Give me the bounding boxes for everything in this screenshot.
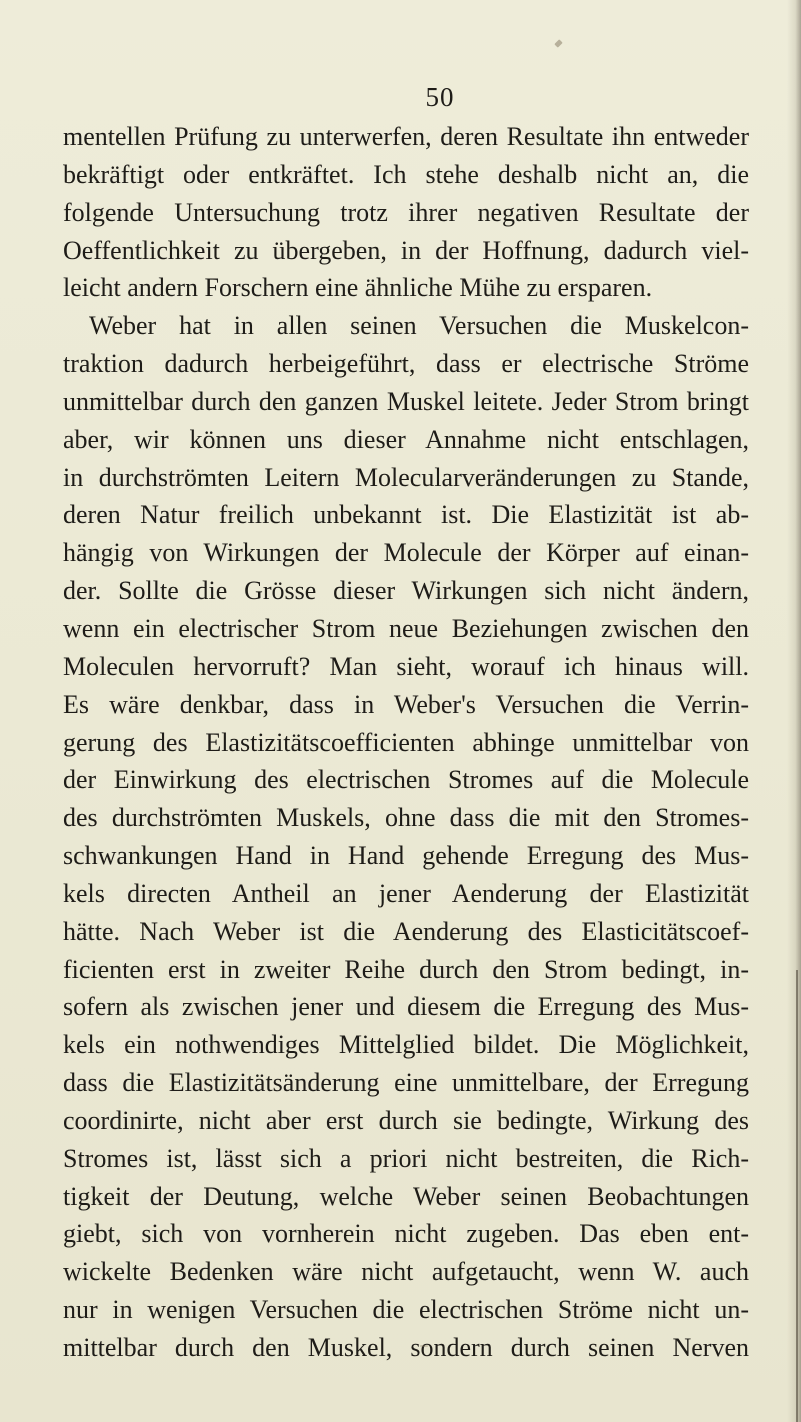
text-line: kels directen Antheil an jener Aenderung der Elastizität: [63, 878, 749, 908]
text-line: unmittelbar durch den ganzen Muskel leitete. Jeder Strom bringt: [63, 386, 749, 416]
text-line: in durchströmten Leitern Molecularveränderungen zu Stande,: [63, 462, 749, 492]
text-line: der. Sollte die Grösse dieser Wirkungen sich nicht ändern,: [63, 576, 749, 606]
text-line: schwankungen Hand in Hand gehende Erregung des Mus-: [63, 841, 749, 871]
page-edge-shadow: [787, 0, 801, 1422]
page-edge-line: [796, 970, 798, 1422]
text-line: hätte. Nach Weber ist die Aenderung des Elasticitätscoef-: [63, 916, 749, 946]
text-line: folgende Untersuchung trotz ihrer negativen Resultate der: [63, 197, 749, 227]
text-line: mentellen Prüfung zu unterwerfen, deren Resultate ihn entweder: [63, 122, 749, 151]
text-line: ficienten erst in zweiter Reihe durch den Strom bedingt, in-: [63, 954, 749, 984]
text-line: aber, wir können uns dieser Annahme nicht entschlagen,: [63, 424, 749, 454]
text-line: des durchströmten Muskels, ohne dass die mit den Stromes-: [63, 803, 749, 833]
text-line: wickelte Bedenken wäre nicht aufgetaucht, wenn W. auch: [63, 1257, 749, 1287]
text-line: sofern als zwischen jener und diesem die Erregung des Mus-: [63, 992, 749, 1022]
text-line: Es wäre denkbar, dass in Weber's Versuchen die Verrin-: [63, 689, 749, 719]
text-line: coordinirte, nicht aber erst durch sie bedingte, Wirkung des: [63, 1105, 749, 1135]
ink-speck: [554, 39, 562, 47]
body-text: [63, 118, 749, 1367]
text-line: giebt, sich von vornherein nicht zugeben. Das eben ent-: [63, 1219, 749, 1249]
text-line: nur in wenigen Versuchen die electrischen Ströme nicht un-: [63, 1295, 749, 1325]
text-line: tigkeit der Deutung, welche Weber seinen Beobachtungen: [63, 1181, 749, 1211]
text-line: dass die Elastizitätsänderung eine unmittelbare, der Erregung: [63, 1068, 749, 1098]
text-line: Weber hat in allen seinen Versuchen die Muskelcon-: [89, 311, 749, 341]
text-line: traktion dadurch herbeigeführt, dass er electrische Ströme: [63, 349, 749, 379]
text-line: Stromes ist, lässt sich a priori nicht bestreiten, die Rich-: [63, 1143, 749, 1173]
text-line: kels ein nothwendiges Mittelglied bildet. Die Möglichkeit,: [63, 1030, 749, 1060]
text-line: Moleculen hervorruft? Man sieht, worauf ich hinaus will.: [63, 651, 749, 681]
text-line: Oeffentlichkeit zu übergeben, in der Hoffnung, dadurch viel-: [63, 235, 749, 265]
text-line: bekräftigt oder entkräftet. Ich stehe deshalb nicht an, die: [63, 159, 749, 189]
text-line: hängig von Wirkungen der Molecule der Körper auf einan-: [63, 538, 749, 568]
ink-speck: [420, 1345, 428, 1347]
text-line: leicht andern Forschern eine ähnliche Mühe zu ersparen.: [63, 273, 653, 303]
text-line: deren Natur freilich unbekannt ist. Die Elastizität ist ab-: [63, 500, 749, 530]
text-line: der Einwirkung des electrischen Stromes auf die Molecule: [63, 765, 749, 795]
text-line: mittelbar durch den Muskel, sondern durch seinen Nerven: [63, 1333, 749, 1362]
page-number: 50: [425, 82, 455, 112]
text-line: gerung des Elastizitätscoefficienten abhinge unmittelbar von: [63, 727, 749, 757]
text-line: wenn ein electrischer Strom neue Beziehungen zwischen den: [63, 613, 749, 643]
